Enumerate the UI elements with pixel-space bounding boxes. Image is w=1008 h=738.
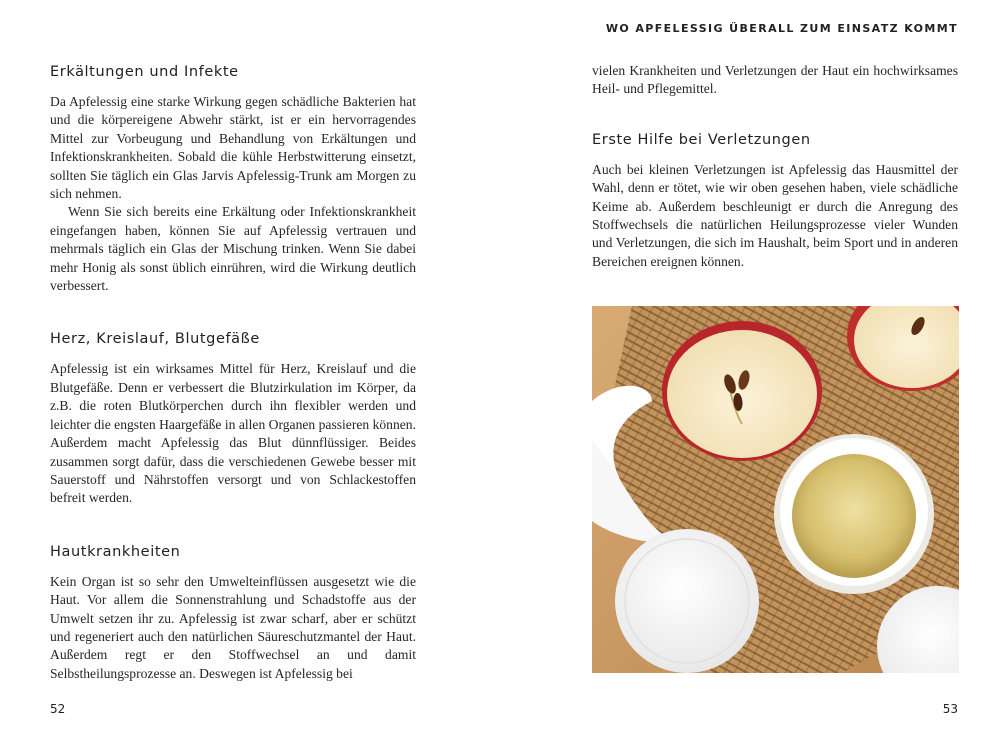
paragraph: Kein Organ ist so sehr den Umwelteinflüssen ausgesetzt wie die Haut. Vor allem die Sonnenstrahlung und Schadstoffe aus der Umwelt setzen ihr zu. Apfelessig ist zwar scharf, aber er schützt und regeneriert auch den natürlichen Säureschutzmantel der Haut. Außerdem regt er den Stoffwechsel an und damit Selbstheilungsprozesse an. Deswegen ist Apfelessig bei [50,573,416,681]
paragraph: Apfelessig ist ein wirksames Mittel für Herz, Kreislauf und die Blutgefäße. Denn er verbessert die Blutzirkulation im Körper, da z.B. die roten Blutkörperchen durch ihn flexibler werden und leichter die engsten Haargefäße in allen Organen passieren können. Außerdem macht Apfelessig das Blut dünnflüssiger. Beides zusammen sorgt dafür, dass die verschiedenen Gewebe besser mit Sauerstoff und Nährstoffen versorgt und von Schlackestoffen befreit werden. [50,361,417,506]
right-text-column [592,62,958,271]
heading-erste-hilfe: Erste Hilfe bei Verletzungen [592,131,811,148]
paragraph-continuation: vielen Krankheiten und Verletzungen der Haut ein hochwirksames Heil- und Pflegemittel. [592,63,958,97]
apple-vinegar-photo [592,306,959,673]
vinegar-bowl [774,434,934,594]
section-spacer [50,508,416,544]
left-text-column [50,64,416,683]
paragraph: Da Apfelessig eine starke Wirkung gegen schädliche Bakterien hat und die körpereigene Abwehr stärkt, ist er ein hervorragendes Mittel zur Vorbeugung und Behandlung von Erkältungen und Infektionskrankheiten. Sobald die kühle Herbstwitterung einsetzt, sollten Sie täglich ein Glas Jarvis Apfelessig-Trunk am Morgen zu sich nehmen. [50,94,416,202]
apple-half [662,321,822,461]
right-page [504,0,1008,738]
page-number-left: 52 [50,702,66,716]
heading-hautkrankheiten: Hautkrankheiten [50,543,181,560]
running-head: WO APFELESSIG ÜBERALL ZUM EINSATZ KOMMT [605,22,958,35]
photo-illustration [592,306,959,673]
paragraph: Wenn Sie sich bereits eine Erkältung oder Infektionskrankheit eingefangen haben, können Sie auf Apfelessig vertrauen und mehrmals täglich ein Glas der Mischung trinken. Wenn Sie dabei mehr Honig als sonst üblich einrühren, wird die Wirkung deutlich verbessert. [50,204,416,294]
section-spacer [592,99,958,132]
heading-erkaeltungen: Erkältungen und Infekte [50,64,239,80]
heading-herz-kreislauf: Herz, Kreislauf, Blutgefäße [50,331,260,348]
cotton-pad-round [615,529,759,673]
page-number-right: 53 [942,702,958,716]
section-spacer [50,295,416,331]
paragraph: Auch bei kleinen Verletzungen ist Apfelessig das Hausmittel der Wahl, denn er tötet, wie wir oben gesehen haben, viele schädliche Keime ab. Außerdem beschleunigt er durch die Anregung des Stoffwechsels die natürlichen Heilungsprozesse vieler Wunden und Verletzungen, die sich im Haushalt, beim Sport und in anderen Bereichen ereignen können. [592,161,958,269]
